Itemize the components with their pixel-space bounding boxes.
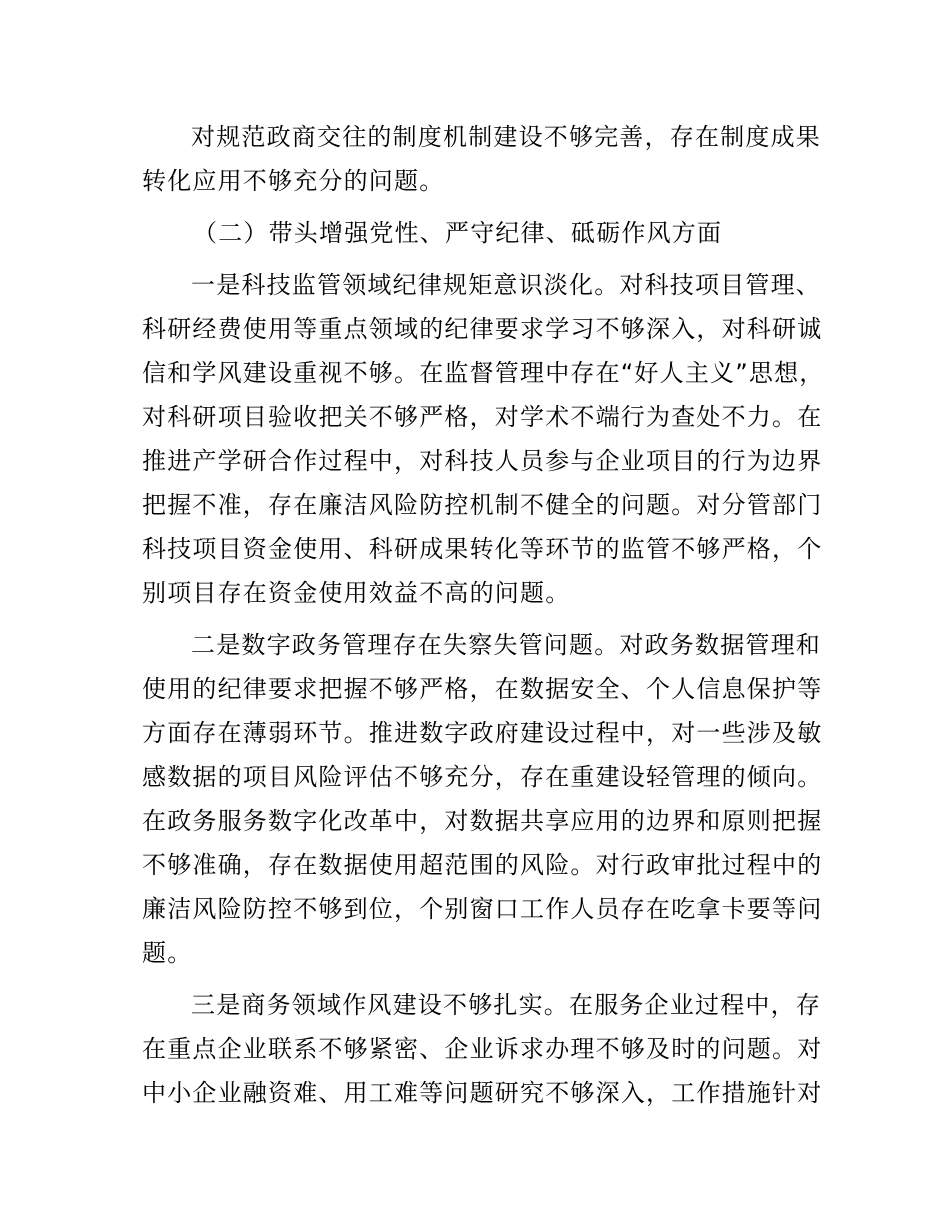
text-line: 在政务服务数字化改革中，对数据共享应用的边界和原则把握 [142,807,823,835]
text-line: 使用的纪律要求把握不够严格，在数据安全、个人信息保护等 [142,675,823,703]
text-line: 中小企业融资难、用工难等问题研究不够深入，工作措施针对 [142,1079,823,1107]
text-line: 在重点企业联系不够紧密、企业诉求办理不够及时的问题。对 [142,1035,823,1063]
text-line: 题。 [142,939,193,967]
text-line: 方面存在薄弱环节。推进数字政府建设过程中，对一些涉及敏 [142,719,823,747]
text-line: 转化应用不够充分的问题。 [142,167,445,195]
section-heading: （二）带头增强党性、严守纪律、砥砺作风方面 [193,219,723,247]
text-line: 廉洁风险防控不够到位，个别窗口工作人员存在吃拿卡要等问 [142,895,823,923]
text-line: 科研经费使用等重点领域的纪律要求学习不够深入，对科研诚 [142,315,823,343]
text-line: 一是科技监管领域纪律规矩意识淡化。对科技项目管理、 [191,271,821,299]
text-line: 推进产学研合作过程中，对科技人员参与企业项目的行为边界 [142,447,823,475]
text-line: 科技项目资金使用、科研成果转化等环节的监管不够严格，个 [142,535,823,563]
text-line: 把握不准，存在廉洁风险防控机制不健全的问题。对分管部门 [142,491,823,519]
text-line: 三是商务领域作风建设不够扎实。在服务企业过程中，存 [191,991,821,1019]
text-line: 不够准确，存在数据使用超范围的风险。对行政审批过程中的 [142,851,823,879]
text-line: 对科研项目验收把关不够严格，对学术不端行为查处不力。在 [142,403,823,431]
text-line: 感数据的项目风险评估不够充分，存在重建设轻管理的倾向。 [142,763,823,791]
text-line: 二是数字政务管理存在失察失管问题。对政务数据管理和 [191,631,821,659]
text-line: 对规范政商交往的制度机制建设不够完善，存在制度成果 [191,123,821,151]
text-line: 信和学风建设重视不够。在监督管理中存在“好人主义”思想， [142,359,825,387]
text-line: 别项目存在资金使用效益不高的问题。 [142,579,571,607]
